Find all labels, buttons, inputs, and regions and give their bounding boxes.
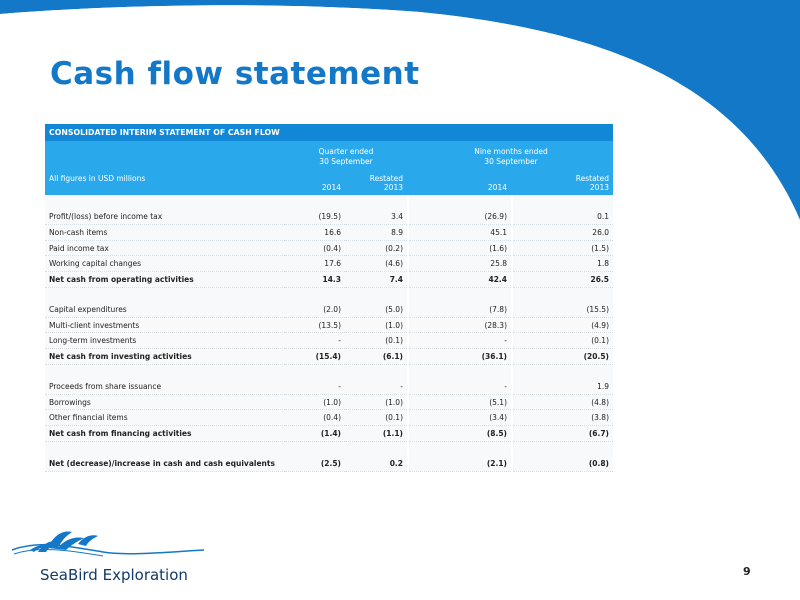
units-label: All figures in USD millions xyxy=(45,170,285,195)
year-header-row xyxy=(45,170,613,195)
quarter-header: Quarter ended 30 September xyxy=(285,141,407,170)
column-header: Restated 2013 xyxy=(345,170,407,195)
table-row: Proceeds from share issuance - - - 1.9 xyxy=(45,379,613,394)
nine-months-header: Nine months ended 30 September xyxy=(409,141,613,170)
table-row: Multi-client investments (13.5) (1.0) (28.3) (4.9) xyxy=(45,317,613,333)
table-caption-row xyxy=(45,124,613,141)
table-row: Working capital changes 17.6 (4.6) 25.8 1.8 xyxy=(45,256,613,272)
net-change-row: Net (decrease)/increase in cash and cash equivalents (2.5) 0.2 (2.1) (0.8) xyxy=(45,456,613,471)
table-row: Profit/(loss) before income tax (19.5) 3.4 (26.9) 0.1 xyxy=(45,210,613,225)
table-row: Non-cash items 16.6 8.9 45.1 26.0 xyxy=(45,225,613,241)
column-header: 2014 xyxy=(409,170,511,195)
table-row: Long-term investments - (0.1) - (0.1) xyxy=(45,333,613,349)
subtotal-row: Net cash from financing activities (1.4) (1.1) (8.5) (6.7) xyxy=(45,425,613,441)
table-row: Borrowings (1.0) (1.0) (5.1) (4.8) xyxy=(45,394,613,410)
subtotal-row: Net cash from operating activities 14.3 7.4 42.4 26.5 xyxy=(45,271,613,287)
page-title: Cash flow statement xyxy=(50,56,420,92)
column-header: Restated 2013 xyxy=(513,170,613,195)
table-row: Paid income tax (0.4) (0.2) (1.6) (1.5) xyxy=(45,240,613,256)
subtotal-row: Net cash from investing activities (15.4) (6.1) (36.1) (20.5) xyxy=(45,348,613,364)
page-number: 9 xyxy=(743,565,751,578)
table-row: Other financial items (0.4) (0.1) (3.4) (3.8) xyxy=(45,410,613,426)
logo-text: SeaBird Exploration xyxy=(40,566,188,584)
column-header: 2014 xyxy=(285,170,345,195)
table-caption: CONSOLIDATED INTERIM STATEMENT OF CASH FLOW xyxy=(45,124,511,141)
table-row: Capital expenditures (2.0) (5.0) (7.8) (15.5) xyxy=(45,302,613,317)
period-header-row xyxy=(45,141,613,170)
cash-flow-table xyxy=(45,124,613,472)
